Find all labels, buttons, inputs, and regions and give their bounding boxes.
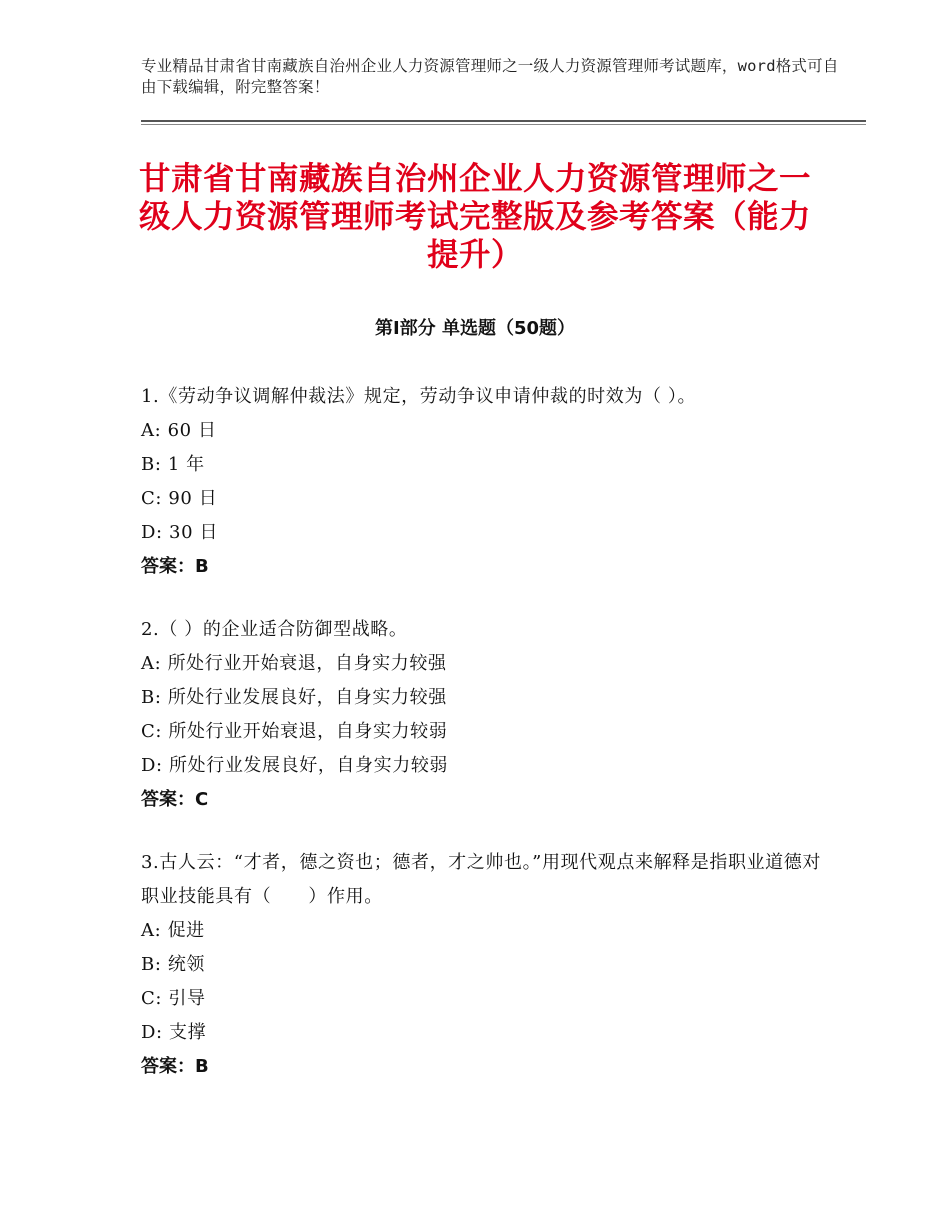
option-d: D: 支撑	[141, 1022, 207, 1043]
option-d: D: 所处行业发展良好，自身实力较弱	[141, 755, 449, 776]
question-3	[141, 846, 821, 1084]
header-divider-thin	[141, 124, 866, 125]
section-title: 第Ⅰ部分 单选题（50题）	[374, 318, 575, 339]
option-b: B: 1 年	[141, 454, 205, 475]
option-a: A: 60 日	[141, 420, 217, 441]
answer-label: 答案：C	[141, 789, 209, 810]
header-divider	[141, 120, 866, 122]
answer-label: 答案：B	[141, 556, 209, 577]
option-c: C: 所处行业开始衰退，自身实力较弱	[141, 721, 448, 742]
question-2	[141, 613, 821, 817]
document-title: 甘肃省甘南藏族自治州企业人力资源管理师之一级人力资源管理师考试完整版及参考答案（能力提升）	[138, 161, 811, 273]
option-a: A: 所处行业开始衰退，自身实力较强	[141, 653, 447, 674]
answer-label: 答案：B	[141, 1056, 209, 1077]
option-c: C: 引导	[141, 988, 206, 1009]
option-d: D: 30 日	[141, 522, 219, 543]
option-c: C: 90 日	[141, 488, 218, 509]
option-b: B: 所处行业发展良好，自身实力较强	[141, 687, 447, 708]
question-stem: 1.《劳动争议调解仲裁法》规定，劳动争议申请仲裁的时效为（ ）。	[141, 386, 697, 407]
option-a: A: 促进	[141, 920, 205, 941]
option-b: B: 统领	[141, 954, 206, 975]
question-stem: 3.古人云：“才者，德之资也；德者，才之帅也。”用现代观点来解释是指职业道德对职业技能具有（ ）作用。	[141, 852, 821, 907]
question-list	[141, 380, 821, 1113]
question-stem: 2.（ ）的企业适合防御型战略。	[141, 619, 408, 640]
question-1	[141, 380, 821, 584]
header-note: 专业精品甘肃省甘南藏族自治州企业人力资源管理师之一级人力资源管理师考试题库，word格式可自由下载编辑，附完整答案！	[141, 57, 839, 96]
